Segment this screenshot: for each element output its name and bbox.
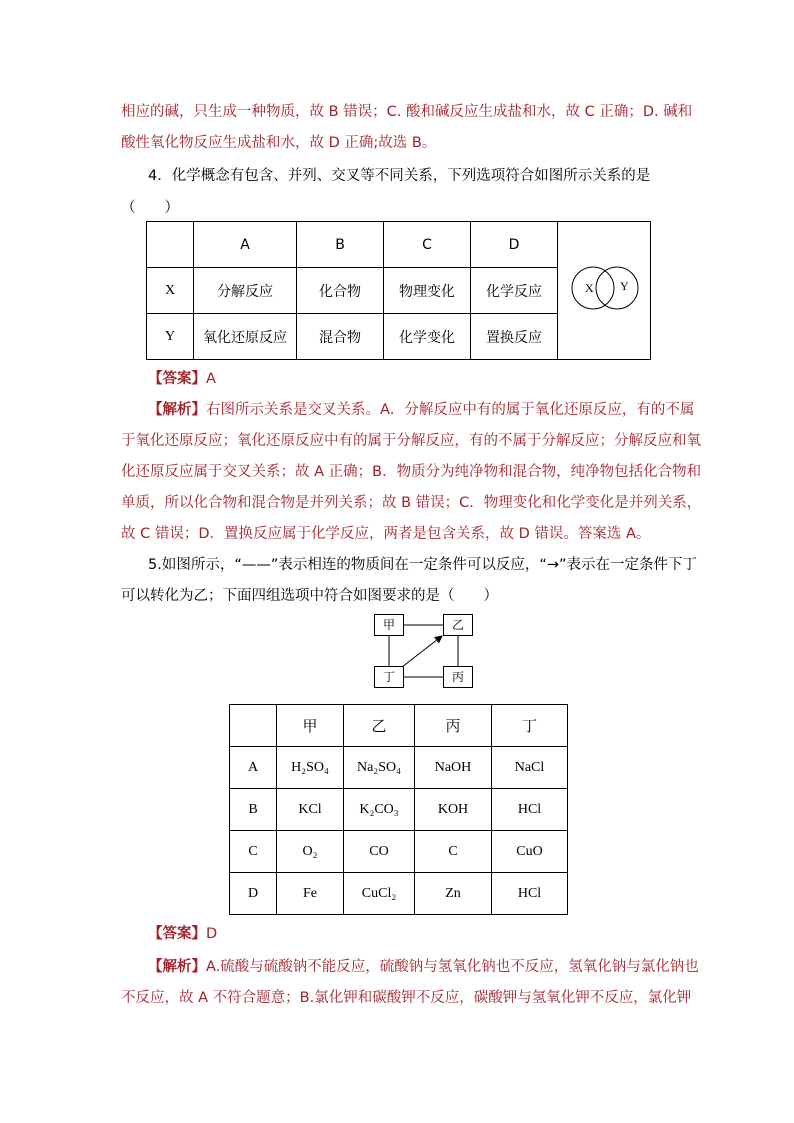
table-cell: H₂SO₄ — [277, 747, 344, 789]
q4-stem-line-2: （ ） — [121, 200, 179, 216]
answer-value: A — [206, 371, 216, 387]
explanation-tag: 【解析】 — [148, 402, 206, 418]
table-cell: KCl — [277, 789, 344, 831]
answer-tag: 【答案】 — [148, 926, 206, 942]
table-cell: CuO — [492, 831, 568, 873]
table-row-label: X — [147, 268, 194, 314]
table-row — [230, 873, 568, 915]
q4-explanation-line-1 — [148, 398, 694, 419]
q5-answer — [148, 922, 217, 943]
table-row — [230, 789, 568, 831]
table-row-label: C — [230, 831, 277, 873]
table-header-d: D — [471, 222, 558, 268]
table-header-c: C — [384, 222, 471, 268]
q5-explanation-line-2: 不反应，故 A 不符合题意；B.氯化钾和碳酸钾不反应，碳酸钾与氢氧化钾不反应，氯化钾 — [121, 990, 692, 1006]
table-cell: 化学变化 — [384, 314, 471, 360]
table-cell: C — [415, 831, 492, 873]
q4-explanation-line-2: 于氧化还原反应；氧化还原反应中有的属于分解反应，有的不属于分解反应；分解反应和氧 — [121, 433, 701, 449]
table-cell: HCl — [492, 789, 568, 831]
table-row-label: D — [230, 873, 277, 915]
table-cell: HCl — [492, 873, 568, 915]
table-cell — [147, 222, 194, 268]
table-cell: CuCl₂ — [344, 873, 415, 915]
table-row — [230, 831, 568, 873]
table-header-yi: 乙 — [344, 705, 415, 747]
prev-explanation-line-1: 相应的碱，只生成一种物质，故 B 错误；C. 酸和碱反应生成盐和水，故 C 正确；D. 碱和 — [121, 104, 693, 120]
q5-options-table — [229, 704, 568, 915]
table-cell: 化学反应 — [471, 268, 558, 314]
table-cell: Zn — [415, 873, 492, 915]
venn-label-x: X — [585, 281, 594, 295]
table-row — [147, 222, 651, 268]
table-cell: 化合物 — [297, 268, 384, 314]
prev-explanation-line-2: 酸性氧化物反应生成盐和水，故 D 正确;故选 B。 — [121, 135, 437, 151]
node-jia: 甲 — [374, 614, 404, 636]
table-cell: NaOH — [415, 747, 492, 789]
explanation-tag: 【解析】 — [148, 959, 206, 975]
table-cell: NaCl — [492, 747, 568, 789]
answer-tag: 【答案】 — [148, 371, 206, 387]
table-cell: 氧化还原反应 — [194, 314, 297, 360]
q4-stem-line-1: 4．化学概念有包含、并列、交叉等不同关系，下列选项符合如图所示关系的是 — [148, 168, 651, 184]
answer-value: D — [206, 926, 218, 942]
q5-stem-line-1: 5.如图所示，“——”表示相连的物质间在一定条件可以反应，“→”表示在一定条件下丁 — [148, 557, 698, 573]
table-header-a: A — [194, 222, 297, 268]
table-header-ding: 丁 — [492, 705, 568, 747]
table-row-label: B — [230, 789, 277, 831]
venn-label-y: Y — [620, 279, 629, 293]
table-cell — [230, 705, 277, 747]
table-cell: CO — [344, 831, 415, 873]
table-cell: Na₂SO₄ — [344, 747, 415, 789]
node-ding: 丁 — [374, 666, 404, 688]
node-yi: 乙 — [443, 614, 473, 636]
table-row — [230, 747, 568, 789]
table-row — [230, 705, 568, 747]
table-cell: 物理变化 — [384, 268, 471, 314]
q4-explanation-line-4: 单质，所以化合物和混合物是并列关系；故 B 错误；C．物理变化和化学变化是并列关系， — [121, 495, 702, 511]
venn-diagram — [558, 222, 650, 359]
table-row-label: Y — [147, 314, 194, 360]
q4-options-table — [146, 221, 651, 360]
table-header-jia: 甲 — [277, 705, 344, 747]
table-cell: K₂CO₃ — [344, 789, 415, 831]
table-header-b: B — [297, 222, 384, 268]
q4-answer — [148, 367, 216, 388]
table-cell: KOH — [415, 789, 492, 831]
q5-stem-line-2: 可以转化为乙；下面四组选项中符合如图要求的是（ ） — [121, 588, 498, 604]
q5-relation-diagram — [372, 612, 476, 692]
table-row-label: A — [230, 747, 277, 789]
node-bing: 丙 — [443, 666, 473, 688]
explanation-text: 右图所示关系是交叉关系。A．分解反应中有的属于氧化还原反应，有的不属 — [206, 402, 695, 418]
table-cell: O₂ — [277, 831, 344, 873]
venn-circle-y — [596, 267, 638, 309]
venn-diagram-cell — [558, 222, 651, 360]
table-cell: 分解反应 — [194, 268, 297, 314]
table-cell: Fe — [277, 873, 344, 915]
q4-explanation-line-3: 化还原反应属于交叉关系；故 A 正确；B．物质分为纯净物和混合物，纯净物包括化合物和 — [121, 464, 702, 480]
q4-explanation-line-5: 故 C 错误；D．置换反应属于化学反应，两者是包含关系，故 D 错误。答案选 A。 — [121, 526, 651, 542]
table-cell: 混合物 — [297, 314, 384, 360]
table-header-bing: 丙 — [415, 705, 492, 747]
explanation-text: A.硫酸与硫酸钠不能反应，硫酸钠与氢氧化钠也不反应，氢氧化钠与氯化钠也 — [206, 959, 699, 975]
arrow-ding-to-yi — [402, 636, 442, 667]
table-cell: 置换反应 — [471, 314, 558, 360]
q5-explanation-line-1 — [148, 955, 699, 976]
